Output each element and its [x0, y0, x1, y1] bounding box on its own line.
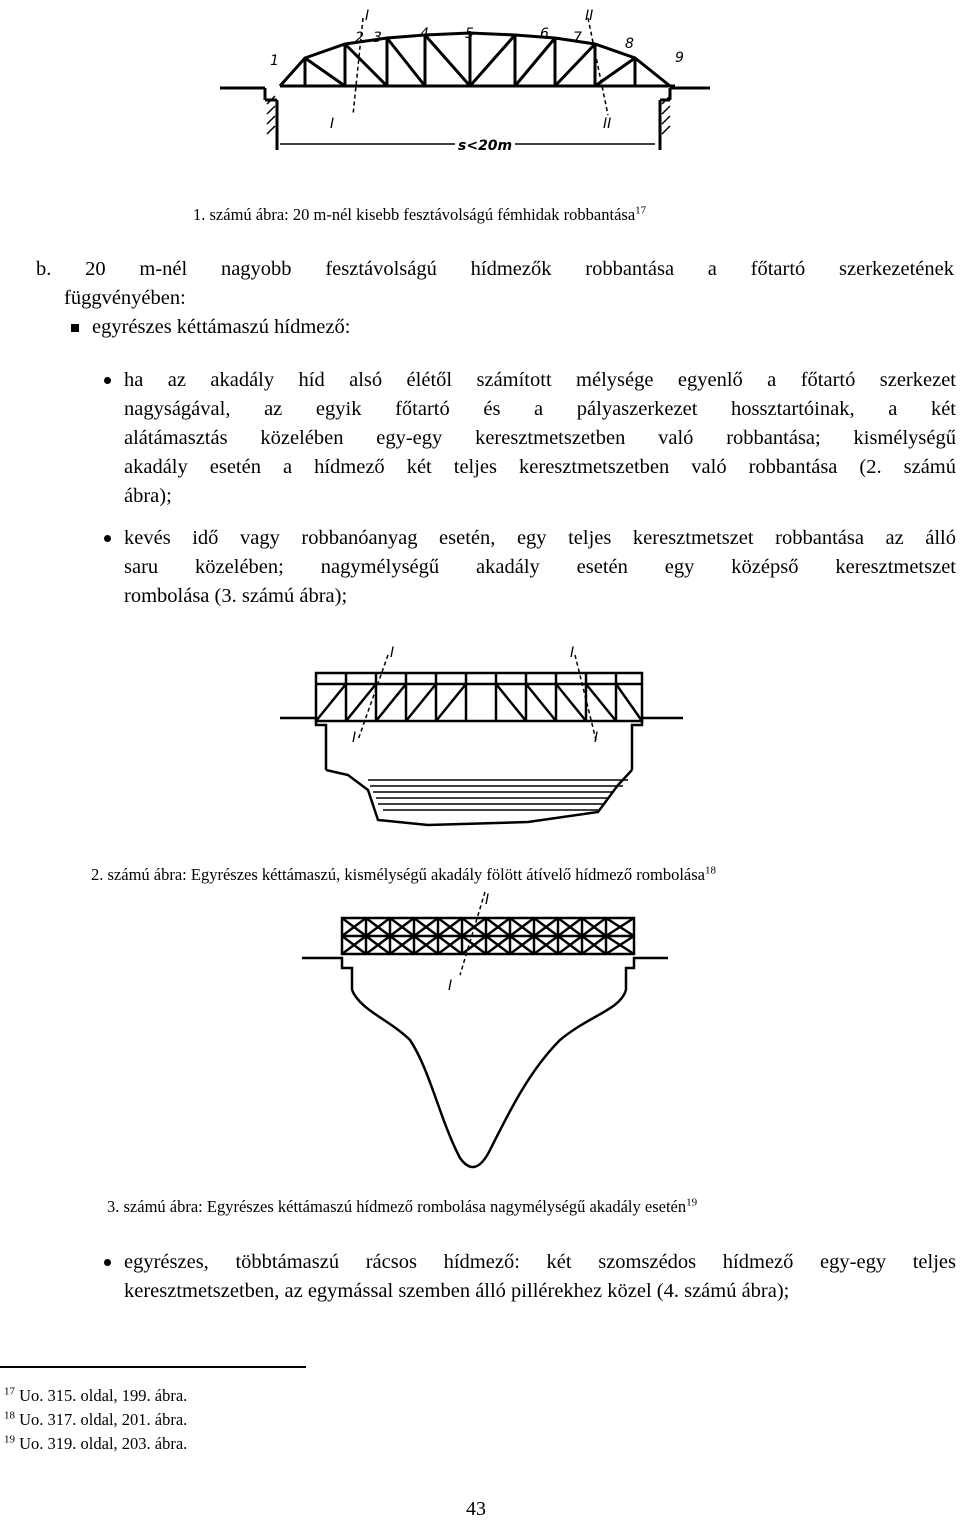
- bullet-1-line: ábra);: [124, 485, 172, 507]
- bullet-2-dot: [104, 535, 111, 542]
- figure-2-shallow-obstacle: [278, 640, 698, 840]
- bullet-1-line: alátámasztás közelében egy-egy keresztmetszetben való robbantása; kismélységű: [124, 427, 956, 449]
- fig2-label-I-bottom-left: I: [352, 730, 357, 746]
- bullet-3-line: keresztmetszetben, az egymással szemben álló pillérekhez közel (4. számú ábra);: [124, 1280, 790, 1302]
- page-number: 43: [466, 1498, 486, 1520]
- fig1-label-I-top: I: [365, 8, 370, 24]
- fig1-label-6: 6: [540, 26, 549, 42]
- bullet-1-line: akadály esetén a hídmező két teljes keresztmetszetben való robbantása (2. számú: [124, 456, 956, 478]
- fig1-label-II-bottom: II: [603, 116, 612, 132]
- fig1-label-9: 9: [675, 50, 684, 66]
- fig2-label-I-bottom-right: I: [594, 730, 599, 746]
- fig1-label-7: 7: [573, 30, 582, 46]
- footnote-18: $^{18}$ Uo. 317. oldal, 201. ábra.: [4, 1409, 188, 1429]
- bullet-3-line: egyrészes, többtámaszú rácsos hídmező: két szomszédos hídmező egy-egy teljes: [124, 1251, 956, 1273]
- bullet-2-line: rombolása (3. számú ábra);: [124, 585, 348, 607]
- footnote-ref-19: 19: [686, 1196, 698, 1209]
- fig1-label-8: 8: [625, 36, 634, 52]
- fig1-label-5: 5: [465, 26, 474, 42]
- footnote-19: $^{19}$ Uo. 319. oldal, 203. ábra.: [4, 1433, 188, 1453]
- figure-2-caption: 2. számú ábra: Egyrészes kéttámaszú, kismélységű akadály fölött átívelő hídmező rombolása$^{18}$: [91, 864, 716, 884]
- fig1-span-label: s<20m: [458, 138, 513, 154]
- section-b-line-2: függvényében:: [64, 287, 186, 309]
- bullet-1-line: nagyságával, az egyik főtartó és a pályaszerkezet hossztartóinak, a két: [124, 398, 956, 420]
- bullet-2-line: kevés idő vagy robbanóanyag esetén, egy teljes keresztmetszet robbantása az álló: [124, 527, 956, 549]
- fig1-label-4: 4: [420, 26, 429, 42]
- square-item-text: egyrészes kéttámaszú hídmező:: [92, 316, 351, 338]
- footnote-17: $^{17}$ Uo. 315. oldal, 199. ábra.: [4, 1385, 188, 1405]
- fig1-label-I-bottom: I: [330, 116, 335, 132]
- bullet-3-dot: [104, 1259, 111, 1266]
- footnote-ref-18: 18: [704, 864, 716, 877]
- square-bullet: [71, 324, 79, 332]
- footnote-separator: [0, 1366, 306, 1368]
- fig1-label-II-top: II: [585, 8, 594, 24]
- bullet-1-dot: [104, 377, 111, 384]
- fig3-label-I-top: I: [485, 892, 490, 908]
- fig1-label-1: 1: [270, 53, 279, 69]
- bullet-1-line: ha az akadály híd alsó élétől számított mélysége egyenlő a főtartó szerkezet: [124, 369, 956, 391]
- fig2-label-I-top-left: I: [390, 645, 395, 661]
- fig1-label-3: 3: [373, 30, 382, 46]
- fig2-label-I-top-right: I: [570, 645, 575, 661]
- figure-1-truss-bridge: [215, 0, 715, 160]
- figure-3-deep-obstacle: [300, 890, 670, 1175]
- fig3-label-I-bottom: I: [448, 978, 453, 994]
- fig1-label-2: 2: [355, 30, 364, 46]
- footnote-ref-17: 17: [635, 204, 647, 217]
- figure-3-caption: 3. számú ábra: Egyrészes kéttámaszú hídmező rombolása nagymélységű akadály esetén$^{19}$: [107, 1196, 698, 1216]
- section-b-line-1: b. 20 m-nél nagyobb fesztávolságú hídmezők robbantása a főtartó szerkezetének: [36, 258, 954, 280]
- figure-1-caption: 1. számú ábra: 20 m-nél kisebb fesztávolságú fémhidak robbantása$^{17}$: [193, 204, 647, 224]
- bullet-2-line: saru közelében; nagymélységű akadály esetén egy középső keresztmetszet: [124, 556, 956, 578]
